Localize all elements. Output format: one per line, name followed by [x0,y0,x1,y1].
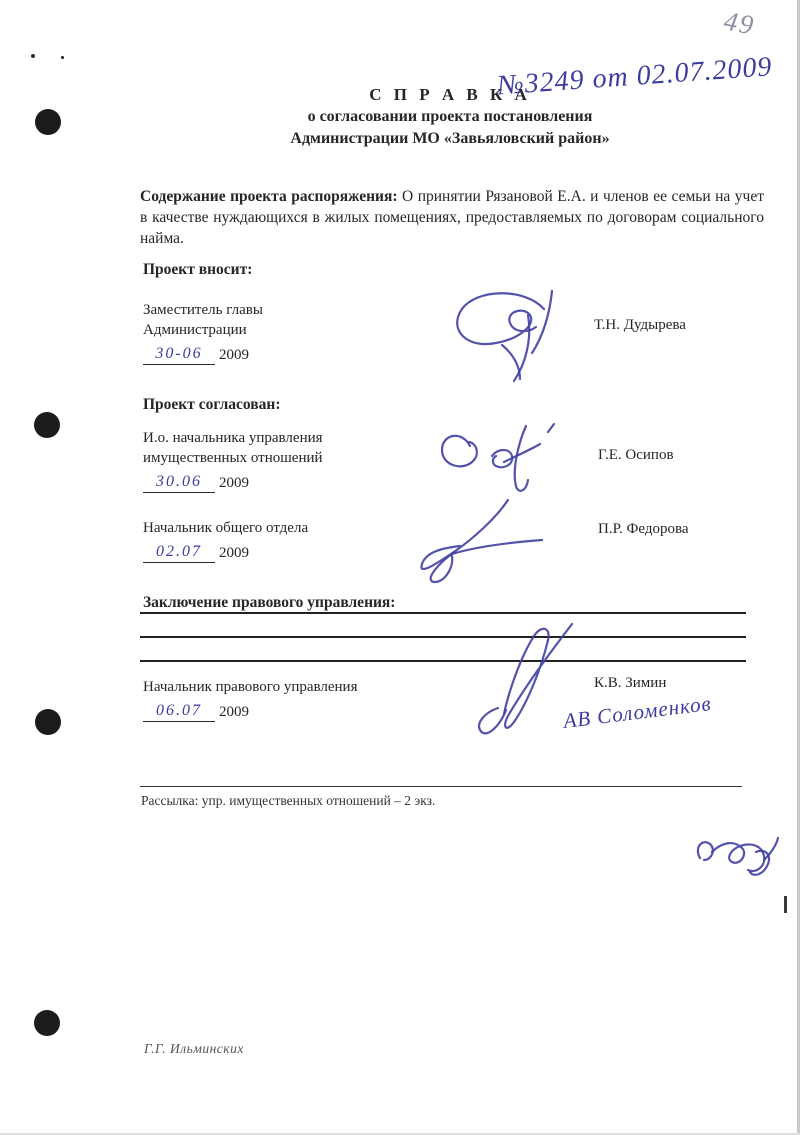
date-underline [143,542,215,563]
date-handwritten: 30-06 [155,345,203,362]
signatory-position: Начальник общего отдела [143,520,309,536]
legal-line-2 [140,636,746,638]
signatory-name: Г.Е. Осипов [598,447,674,463]
section-submits-label: Проект вносит: [143,261,253,278]
summary-label: Содержание проекта распоряжения: [140,187,398,205]
signatory-date-row [143,344,263,365]
date-handwritten: 30.06 [156,473,202,490]
document-title: С П Р А В К А [369,85,531,104]
date-year: 2009 [219,545,249,561]
summary-text: О принятии Рязановой Е.А. и членов ее семьи на учет в качестве нуждающихся в жилых помещениях, предоставляемых по договорам социального найма. [140,187,764,247]
date-underline [143,344,215,365]
signatory-name: К.В. Зимин [594,675,667,691]
legal-line-3 [140,660,746,662]
signature-scribble [690,826,780,884]
hole-punch-dot [35,709,61,735]
section-agreed-label: Проект согласован: [143,396,281,413]
signatory-position: Заместитель главы [143,302,263,318]
executor-name: Г.Г. Ильминских [144,1041,244,1056]
signatory-block-3 [143,518,308,563]
hole-punch-dot [34,412,60,438]
document-title-block [140,84,760,150]
hole-punch-dot [35,109,61,135]
page-number-handwritten: 49 [721,5,758,41]
date-handwritten: 02.07 [156,543,202,560]
signatory-position: Начальник правового управления [143,679,358,695]
signature-fedorova [408,494,548,589]
signatory-date-row [143,472,323,493]
date-underline [143,701,215,722]
distribution-separator-line [140,786,742,787]
signatory-name: Т.Н. Дудырева [594,317,686,333]
signature-dudyreva [432,283,572,383]
ink-tick-mark [784,896,787,913]
date-year: 2009 [219,347,249,363]
date-underline [143,472,215,493]
signatory-block-1 [143,300,263,365]
signatory-date-row [143,542,308,563]
ink-speck [31,54,35,58]
signatory-block-4 [143,677,357,722]
signatory-position: имущественных отношений [143,450,323,466]
signatory-name: П.Р. Федорова [598,521,689,537]
date-year: 2009 [219,475,249,491]
document-number-handwritten: №3249 от 02.07.2009 [496,51,774,102]
section-legal-label: Заключение правового управления: [143,594,396,611]
signatory-date-row [143,701,357,722]
date-handwritten: 06.07 [156,702,202,719]
date-year: 2009 [219,704,249,720]
distribution-note: Рассылка: упр. имущественных отношений – 2 экз. [141,793,436,808]
signature-osipov [434,418,564,498]
hole-punch-dot [34,1010,60,1036]
document-subtitle-line2: Администрации МО «Завьяловский район» [290,130,610,147]
summary-paragraph [140,186,764,249]
signatory-block-2 [143,428,323,493]
signatory-position: И.о. начальника управления [143,430,323,446]
legal-line-1 [140,612,746,614]
ink-speck [61,56,64,59]
document-subtitle-line1: о согласовании проекта постановления [307,108,593,125]
signatory-position: Администрации [143,322,247,338]
handwritten-name-solomenkov: АВ Соломенков [562,691,713,733]
